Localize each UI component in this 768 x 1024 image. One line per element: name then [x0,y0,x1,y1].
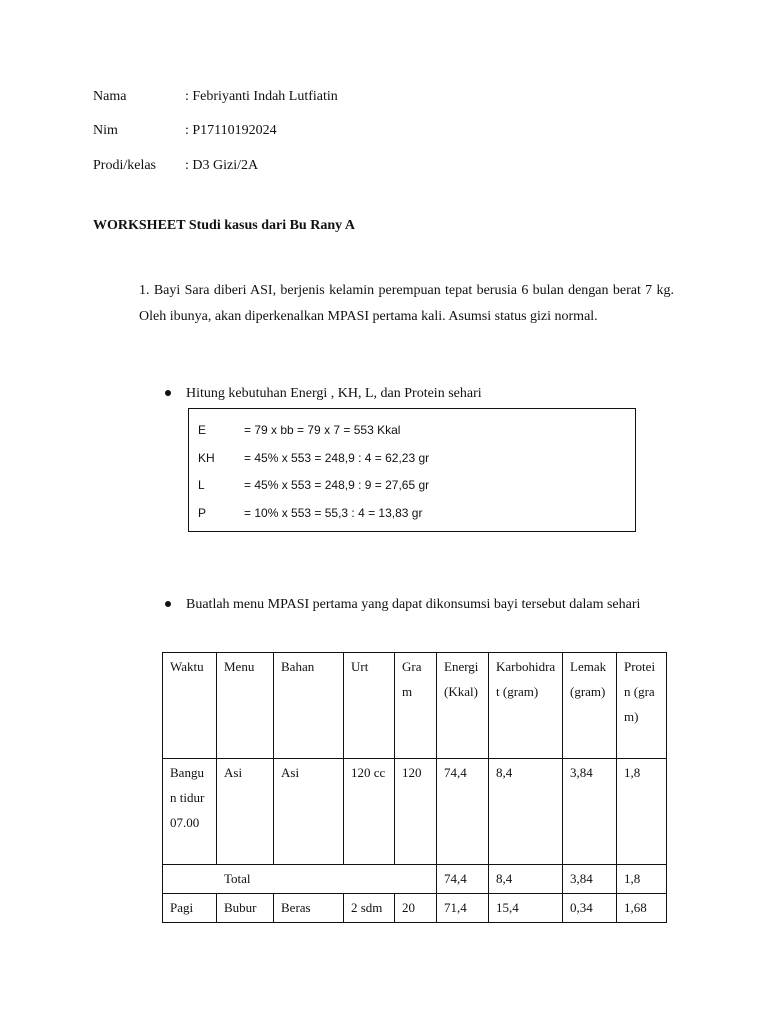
total-lemak: 3,84 [563,865,617,894]
student-prodi-value: : D3 Gizi/2A [185,158,259,173]
header-gram: Gram [395,653,437,759]
student-name-label: Nama [93,89,127,104]
student-nim-label: Nim [93,123,118,138]
cell-gram: 20 [395,894,437,923]
menu-table [162,652,667,923]
calc-key: E [198,423,207,437]
total-protein: 1,8 [617,865,667,894]
bullet-menu-text: Buatlah menu MPASI pertama yang dapat dikonsumsi bayi tersebut dalam sehari [186,597,641,612]
cell-menu: Bubur [217,894,274,923]
cell-protein: 1,8 [617,759,667,865]
cell-gram: 120 [395,759,437,865]
cell-waktu: Bangun tidur 07.00 [163,759,217,865]
cell-karbohidrat: 8,4 [489,759,563,865]
cell-lemak: 3,84 [563,759,617,865]
cell-menu: Asi [217,759,274,865]
table-row [163,759,667,865]
cell-waktu: Pagi [163,894,217,923]
total-karbohidrat: 8,4 [489,865,563,894]
student-nim-value: : P17110192024 [185,123,277,138]
cell-urt: 2 sdm [344,894,395,923]
bullet-calc-text: Hitung kebutuhan Energi , KH, L, dan Protein sehari [186,386,482,401]
header-menu: Menu [217,653,274,759]
header-energi: Energi (Kkal) [437,653,489,759]
header-lemak: Lemak (gram) [563,653,617,759]
total-energi: 74,4 [437,865,489,894]
question-1-text: 1. Bayi Sara diberi ASI, berjenis kelamin perempuan tepat berusia 6 bulan dengan berat 7 kg. Oleh ibunya, akan diperkenalkan MPASI pertama kali. Asumsi status gizi normal. [139,283,674,324]
header-karbohidrat: Karbohidrat (gram) [489,653,563,759]
cell-protein: 1,68 [617,894,667,923]
cell-bahan: Beras [274,894,344,923]
cell-karbohidrat: 15,4 [489,894,563,923]
bullet-dot-icon [165,601,171,607]
header-protein: Protein (gram) [617,653,667,759]
student-prodi-label: Prodi/kelas [93,158,156,173]
header-urt: Urt [344,653,395,759]
cell-energi: 74,4 [437,759,489,865]
cell-bahan: Asi [274,759,344,865]
table-header-row [163,653,667,759]
calculation-box [188,408,636,532]
calc-formula: = 10% x 553 = 55,3 : 4 = 13,83 gr [244,506,423,520]
calc-formula: = 79 x bb = 79 x 7 = 553 Kkal [244,423,401,437]
cell-urt: 120 cc [344,759,395,865]
calc-key: L [198,478,205,492]
student-name-value: : Febriyanti Indah Lutfiatin [185,89,338,104]
calc-formula: = 45% x 553 = 248,9 : 4 = 62,23 gr [244,451,430,465]
calc-key: P [198,506,207,520]
cell-energi: 71,4 [437,894,489,923]
cell-lemak: 0,34 [563,894,617,923]
bullet-dot-icon [165,390,171,396]
header-bahan: Bahan [274,653,344,759]
calc-key: KH [198,451,215,465]
worksheet-title: WORKSHEET Studi kasus dari Bu Rany A [93,218,355,233]
table-row [163,894,667,923]
table-total-row [163,865,667,894]
total-label: Total [163,865,437,894]
header-waktu: Waktu [163,653,217,759]
calc-formula: = 45% x 553 = 248,9 : 9 = 27,65 gr [244,478,430,492]
